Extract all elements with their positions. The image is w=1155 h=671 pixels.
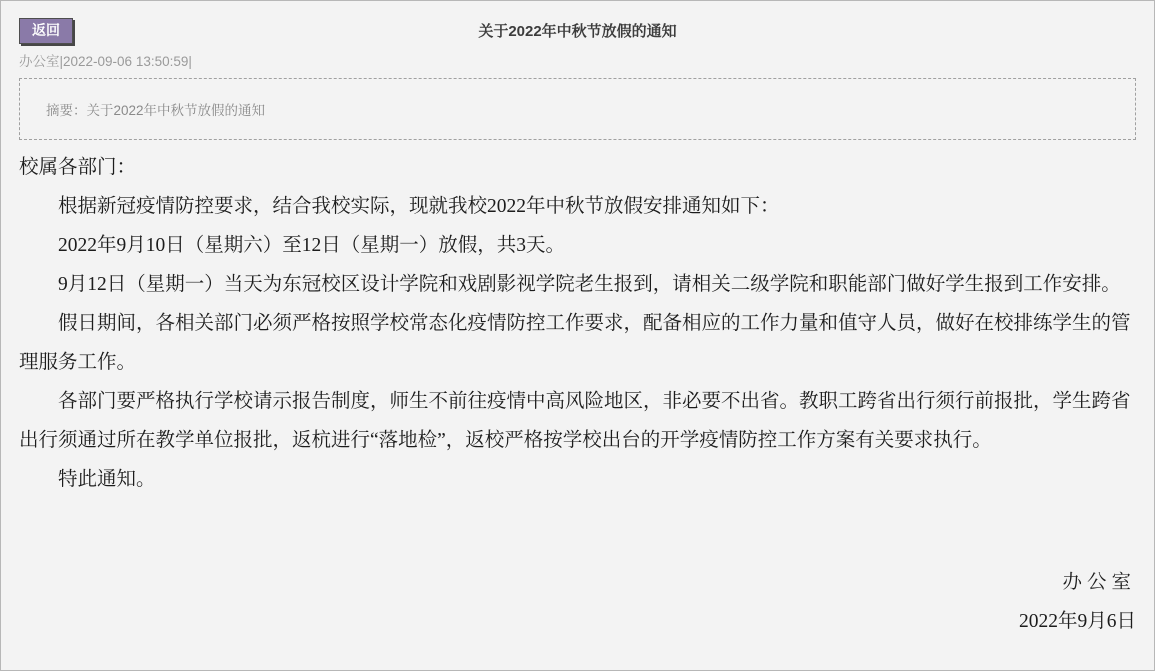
meta-info: 办公室|2022-09-06 13:50:59| — [19, 54, 192, 69]
header — [1, 1, 1154, 70]
salutation: 校属各部门： — [19, 157, 137, 178]
paragraph-6: 特此通知。 — [58, 469, 156, 490]
summary-box — [19, 78, 1136, 140]
paragraph-4: 假日期间，各相关部门必须严格按照学校常态化疫情防控工作要求，配备相应的工作力量和值守人员，做好在校排练学生的管理服务工作。 — [19, 313, 1131, 373]
signature: 办公室 — [1062, 572, 1136, 593]
notice-date: 2022年9月6日 — [1018, 611, 1136, 632]
page-title: 关于2022年中秋节放假的通知 — [478, 23, 677, 40]
notice-body — [19, 148, 1136, 641]
summary-text: 摘要：关于2022年中秋节放假的通知 — [46, 103, 266, 118]
paragraph-2: 2022年9月10日（星期六）至12日（星期一）放假，共3天。 — [58, 235, 566, 256]
back-button[interactable]: 返回 — [19, 18, 73, 44]
paragraph-1: 根据新冠疫情防控要求，结合我校实际，现就我校2022年中秋节放假安排通知如下： — [58, 196, 780, 217]
paragraph-3: 9月12日（星期一）当天为东冠校区设计学院和戏剧影视学院老生报到，请相关二级学院和职能部门做好学生报到工作安排。 — [58, 274, 1121, 295]
paragraph-5: 各部门要严格执行学校请示报告制度，师生不前往疫情中高风险地区，非必要不出省。教职工跨省出行须行前报批，学生跨省出行须通过所在教学单位报批，返杭进行“落地检”，返校严格按学校出台的开学疫情防控工作方案有关要求执行。 — [19, 391, 1131, 451]
